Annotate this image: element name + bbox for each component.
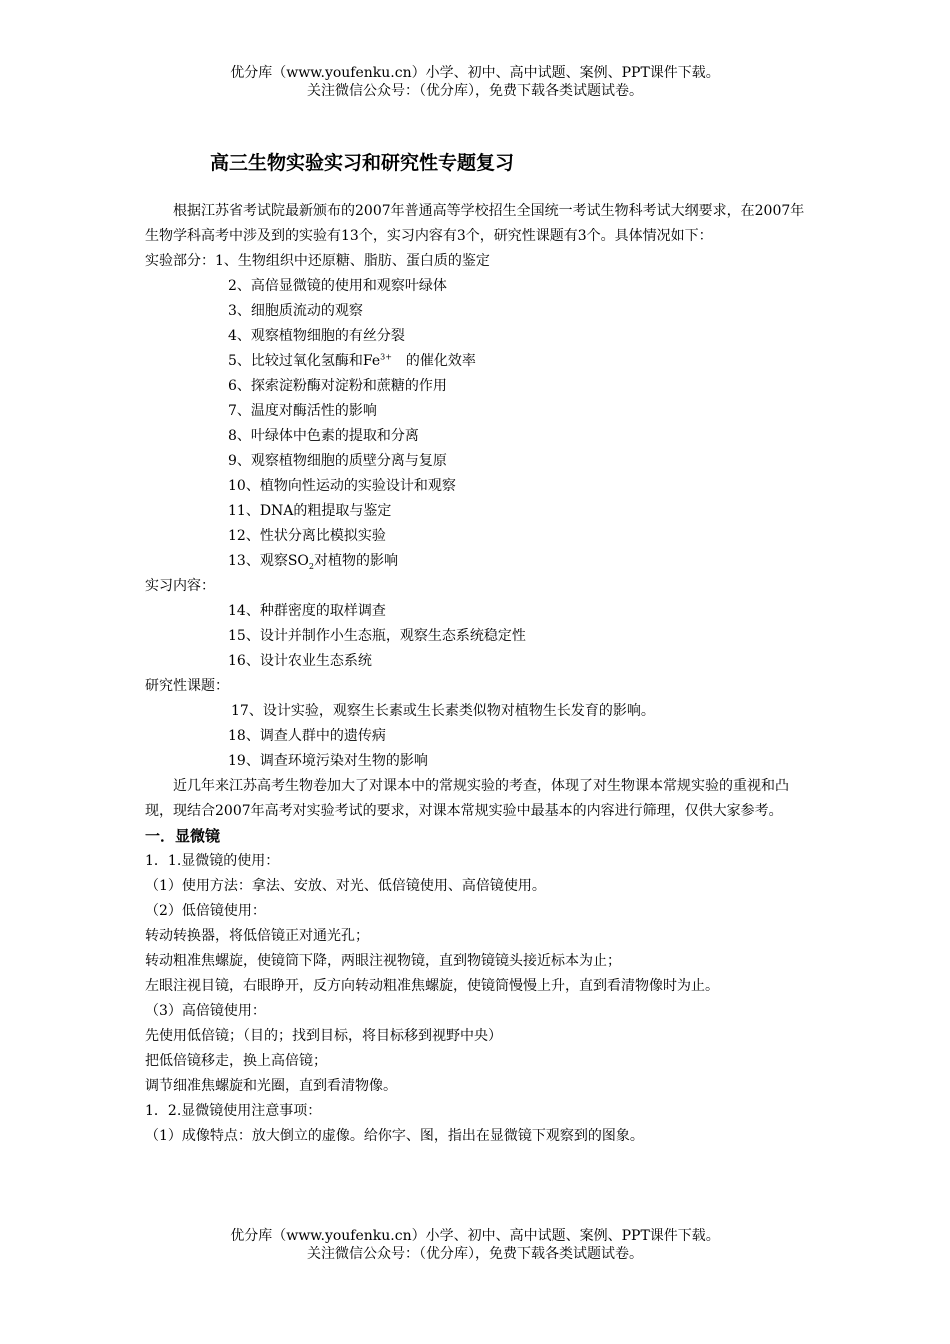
experiment-item: 9、观察植物细胞的质壁分离与复原 xyxy=(228,453,447,469)
page-header xyxy=(0,64,950,100)
section-line: （1）成像特点：放大倒立的虚像。给你字、图，指出在显微镜下观察到的图象。 xyxy=(145,1128,644,1144)
page-footer xyxy=(0,1227,950,1263)
section-line: 先使用低倍镜；（目的；找到目标，将目标移到视野中央） xyxy=(145,1028,502,1044)
header-line-1: 优分库（www.youfenku.cn）小学、初中、高中试题、案例、PPT课件下载。 xyxy=(230,65,720,81)
practice-item: 14、种群密度的取样调查 xyxy=(228,603,386,619)
intro-paragraph: 根据江苏省考试院最新颁布的2007年普通高等学校招生全国统一考试生物科考试大纲要求，在2007年生物学科高考中涉及到的实验有13个，实习内容有3个，研究性课题有3个。具体情况如下： xyxy=(145,203,805,244)
section-line: 1．1.显微镜的使用： xyxy=(145,853,280,869)
section-line: 把低倍镜移走，换上高倍镜； xyxy=(145,1053,327,1069)
section-heading-microscope: 一．显微镜 xyxy=(145,827,221,845)
experiment-item: 12、性状分离比模拟实验 xyxy=(228,528,386,544)
research-item: 19、调查环境污染对生物的影响 xyxy=(228,753,428,769)
research-item: 18、调查人群中的遗传病 xyxy=(228,728,386,744)
practice-label: 实习内容： xyxy=(145,578,215,594)
experiment-item: 7、温度对酶活性的影响 xyxy=(228,403,377,419)
experiment-item: 6、探索淀粉酶对淀粉和蔗糖的作用 xyxy=(228,378,447,394)
experiment-item-5: 5、比较过氧化氢酶和$Fe^{3+}$ 的催化效率 xyxy=(228,352,476,369)
practice-item: 15、设计并制作小生态瓶，观察生态系统稳定性 xyxy=(228,628,526,644)
header-line-2: 关注微信公众号：（优分库），免费下载各类试题试卷。 xyxy=(307,83,643,99)
experiments-label: 实验部分： xyxy=(145,253,215,269)
section-line: （1）使用方法：拿法、安放、对光、低倍镜使用、高倍镜使用。 xyxy=(145,878,546,894)
experiment-item: 11、DNA的粗提取与鉴定 xyxy=(228,503,392,519)
experiment-item: 3、细胞质流动的观察 xyxy=(228,303,363,319)
subscript: 2 xyxy=(308,561,314,571)
section-line: （3）高倍镜使用： xyxy=(145,1003,266,1019)
research-item: 17、设计实验，观察生长素或生长素类似物对植物生长发育的影响。 xyxy=(231,703,655,719)
experiment-item: 4、观察植物细胞的有丝分裂 xyxy=(228,328,405,344)
summary-paragraph: 近几年来江苏高考生物卷加大了对课本中的常规实验的考查，体现了对生物课本常规实验的重视和凸现，现结合2007年高考对实验考试的要求，对课本常规实验中最基本的内容进行筛理，仅供大家参考。 xyxy=(145,778,789,819)
section-line: 调节细准焦螺旋和光圈，直到看清物像。 xyxy=(145,1078,397,1094)
experiment-item: 10、植物向性运动的实验设计和观察 xyxy=(228,478,456,494)
section-paragraph: 左眼注视目镜，右眼睁开，反方向转动粗准焦螺旋，使镜筒慢慢上升，直到看清物像时为止。 xyxy=(145,978,719,994)
experiment-item-1: 1、生物组织中还原糖、脂肪、蛋白质的鉴定 xyxy=(215,253,490,269)
document-title: 高三生物实验实习和研究性专题复习 xyxy=(210,152,515,174)
section-line: （2）低倍镜使用： xyxy=(145,903,266,919)
section-line: 转动转换器，将低倍镜正对通光孔； xyxy=(145,928,369,944)
practice-item: 16、设计农业生态系统 xyxy=(228,653,372,669)
document-body xyxy=(145,199,809,1149)
footer-line-1: 优分库（www.youfenku.cn）小学、初中、高中试题、案例、PPT课件下载。 xyxy=(230,1228,720,1244)
research-label: 研究性课题： xyxy=(145,678,229,694)
superscript-charge: 3+ xyxy=(380,352,392,362)
section-line: 1．2.显微镜使用注意事项： xyxy=(145,1103,322,1119)
section-line: 转动粗准焦螺旋，使镜筒下降，两眼注视物镜，直到物镜镜头接近标本为止； xyxy=(145,953,621,969)
experiments-first-line xyxy=(145,249,809,274)
experiment-item-13: 13、观察$SO_2$对植物的影响 xyxy=(228,553,398,571)
experiment-item: 8、叶绿体中色素的提取和分离 xyxy=(228,428,419,444)
experiment-item: 2、高倍显微镜的使用和观察叶绿体 xyxy=(228,278,447,294)
footer-line-2: 关注微信公众号：（优分库），免费下载各类试题试卷。 xyxy=(307,1246,643,1262)
